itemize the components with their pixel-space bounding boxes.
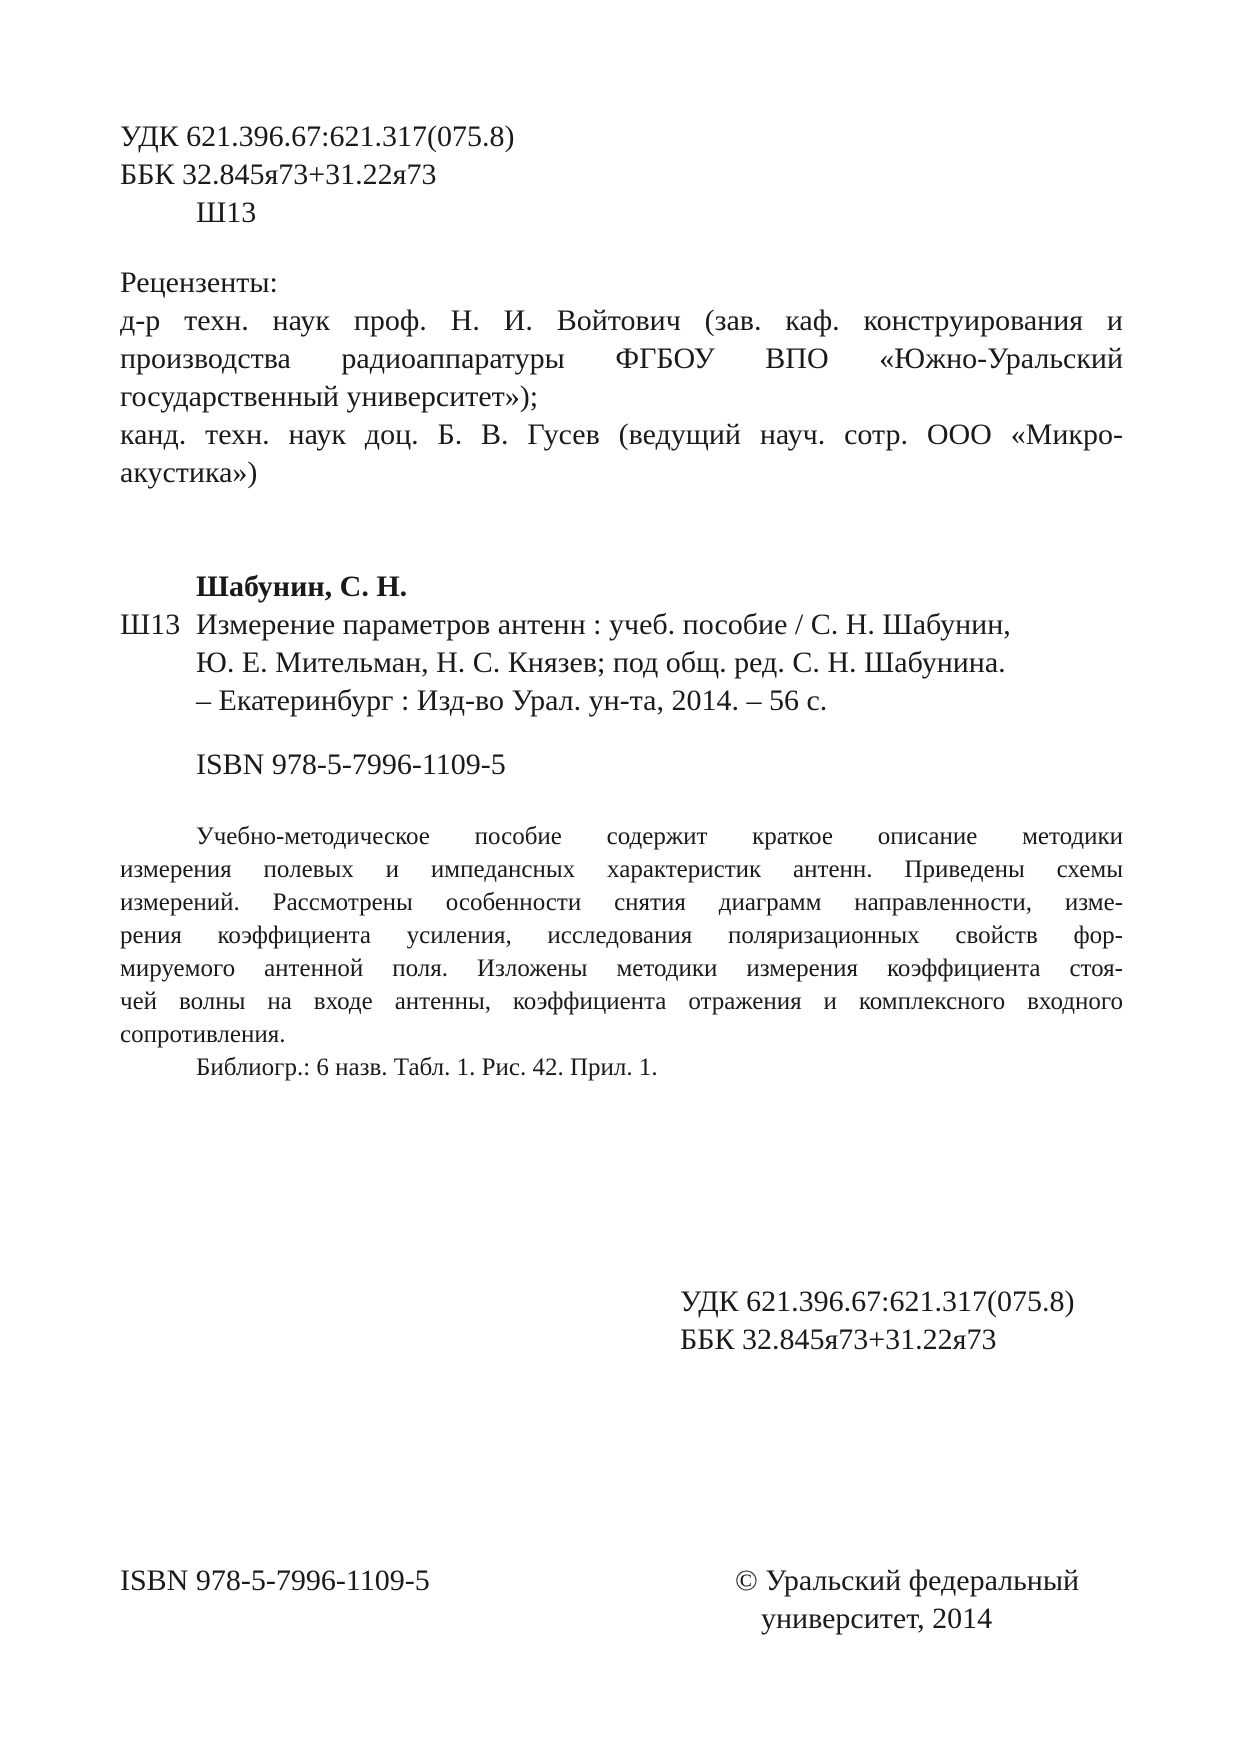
udk-code: УДК 621.396.67:621.317(075.8) (120, 120, 515, 153)
catalog-isbn: ISBN 978-5-7996-1109-5 (196, 748, 506, 781)
abstract-line: мируемого антенной поля. Изложены методики измерения коэффициента стоя- (120, 955, 1123, 982)
abstract (120, 820, 1123, 1084)
abstract-line: сопротивления. (120, 1021, 286, 1048)
bbk-code: ББК 32.845я73+31.22я73 (120, 158, 437, 191)
reviewer-line: канд. техн. наук доц. Б. В. Гусев (ведущий науч. сотр. ООО «Микро- (120, 418, 1123, 451)
copyright-line: © Уральский федеральный (735, 1564, 1080, 1597)
catalog-record (120, 568, 1123, 720)
reviewer-line: производства радиоаппаратуры ФГБОУ ВПО «Южно-Уральский (120, 342, 1123, 375)
reviewer-line: государственный университет»); (120, 380, 539, 413)
copyright-notice (735, 1562, 1079, 1638)
catalog-line: Измерение параметров антенн : учеб. пособие / С. Н. Шабунин, (196, 608, 1011, 641)
abstract-line: чей волны на входе антенны, коэффициента отражения и комплексного входного (120, 988, 1123, 1015)
abstract-line: Учебно-методическое пособие содержит краткое описание методики (196, 823, 1123, 850)
reviewers-title: Рецензенты: (120, 266, 278, 299)
catalog-line: Ю. Е. Мительман, Н. С. Князев; под общ. ред. С. Н. Шабунина. (196, 646, 1006, 679)
catalog-line: – Екатеринбург : Изд-во Урал. ун-та, 2014. – 56 с. (196, 684, 828, 717)
abstract-line: рения коэффициента усиления, исследования поляризационных свойств фор- (120, 922, 1123, 949)
reviewer-line: д-р техн. наук проф. Н. И. Войтович (зав. каф. конструирования и (120, 304, 1123, 337)
udk-code-repeat: УДК 621.396.67:621.317(075.8) (680, 1285, 1075, 1318)
catalog-code: Ш13 (120, 608, 181, 641)
copyright-line: университет, 2014 (761, 1602, 993, 1635)
footer-isbn: ISBN 978-5-7996-1109-5 (120, 1564, 430, 1597)
catalog-author: Шабунин, С. Н. (196, 570, 408, 603)
reviewer-line: акустика») (120, 456, 258, 489)
abstract-line: измерений. Рассмотрены особенности снятия диаграмм направленности, изме- (120, 889, 1123, 916)
catalog-description (196, 606, 1123, 720)
bibliography-note: Библиогр.: 6 назв. Табл. 1. Рис. 42. Прил. 1. (196, 1054, 658, 1081)
imprint-page (120, 118, 1123, 1356)
reviewers-section (120, 264, 1123, 492)
bbk-code-repeat: ББК 32.845я73+31.22я73 (680, 1323, 997, 1356)
abstract-line: измерения полевых и импедансных характеристик антенн. Приведены схемы (120, 856, 1123, 883)
author-mark: Ш13 (196, 196, 257, 229)
catalog-body (120, 606, 1123, 720)
classification-footer (680, 1283, 1075, 1359)
classification-header (120, 118, 1123, 232)
